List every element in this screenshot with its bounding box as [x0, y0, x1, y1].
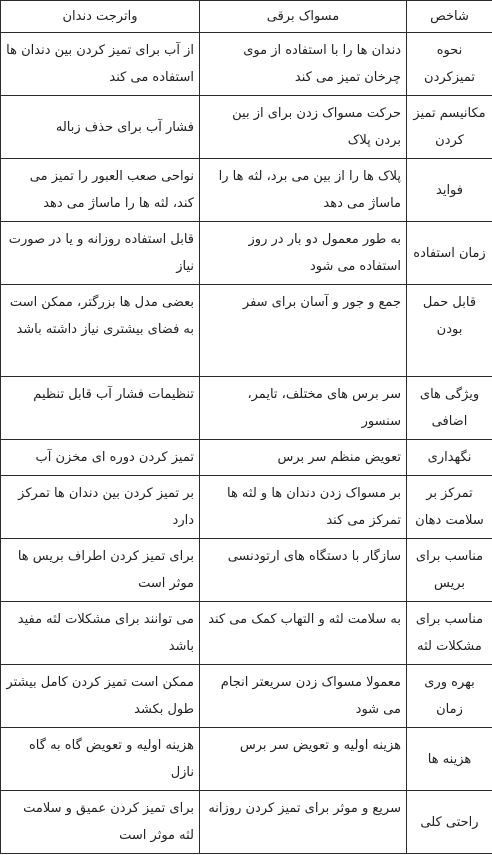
table-row — [1, 33, 492, 96]
electric-cell: سازگار با دستگاه های ارتودنسی — [200, 539, 407, 602]
waterjet-cell: ممکن است تمیز کردن کامل بیشتر طول بکشد — [1, 665, 200, 728]
electric-cell: به سلامت لثه و التهاب کمک می کند — [200, 602, 407, 665]
electric-cell: حرکت مسواک زدن برای از بین بردن پلاک — [200, 96, 407, 159]
waterjet-cell: تنظیمات فشار آب قابل تنظیم — [1, 377, 200, 440]
criterion-cell: بهره وری زمان — [407, 665, 492, 728]
electric-cell: دندان ها را با استفاده از موی چرخان تمیز می کند — [200, 33, 407, 96]
criterion-cell: مناسب برای بریس — [407, 539, 492, 602]
waterjet-cell: قابل استفاده روزانه و یا در صورت نیاز — [1, 222, 200, 285]
waterjet-cell: برای تمیز کردن اطراف بریس ها موثر است — [1, 539, 200, 602]
waterjet-cell: هزینه اولیه و تعویض گاه به گاه نازل — [1, 728, 200, 791]
table-row — [1, 96, 492, 159]
table-row — [1, 476, 492, 539]
criterion-cell: نگهداری — [407, 440, 492, 476]
header-water-flosser: واترجت دندان — [1, 1, 200, 33]
table-row — [1, 602, 492, 665]
criterion-cell: قابل حمل بودن — [407, 285, 492, 377]
criterion-cell: نحوه تمیزکردن — [407, 33, 492, 96]
waterjet-cell: نواحی صعب العبور را تمیز می کند، لثه ها را ماساژ می دهد — [1, 159, 200, 222]
waterjet-cell: بر تمیز کردن بین دندان ها تمرکز دارد — [1, 476, 200, 539]
table-row — [1, 440, 492, 476]
electric-cell: بر مسواک زدن دندان ها و لثه ها تمرکز می کند — [200, 476, 407, 539]
electric-cell: سریع و موثر برای تمیز کردن روزانه — [200, 791, 407, 854]
electric-cell: سر برس های مختلف، تایمر، سنسور — [200, 377, 407, 440]
electric-cell: تعویض منظم سر برس — [200, 440, 407, 476]
header-row — [1, 1, 492, 33]
criterion-cell: مناسب برای مشکلات لثه — [407, 602, 492, 665]
criterion-cell: مکانیسم تمیز کردن — [407, 96, 492, 159]
waterjet-cell: فشار آب برای حذف زباله — [1, 96, 200, 159]
waterjet-cell: تمیز کردن دوره ای مخزن آب — [1, 440, 200, 476]
waterjet-cell: از آب برای تمیز کردن بین دندان ها استفاده می کند — [1, 33, 200, 96]
criterion-cell: هزینه ها — [407, 728, 492, 791]
waterjet-cell: بعضی مدل ها بزرگتر، ممکن است به فضای بیشتری نیاز داشته باشد — [1, 285, 200, 377]
criterion-cell: زمان استفاده — [407, 222, 492, 285]
electric-cell: به طور معمول دو بار در روز استفاده می شود — [200, 222, 407, 285]
table-row — [1, 222, 492, 285]
criterion-cell: راحتی کلی — [407, 791, 492, 854]
electric-cell: هزینه اولیه و تعویض سر برس — [200, 728, 407, 791]
criterion-cell: فواید — [407, 159, 492, 222]
electric-cell: پلاک ها را از بین می برد، لثه ها را ماساژ می دهد — [200, 159, 407, 222]
waterjet-cell: برای تمیز کردن عمیق و سلامت لثه موثر است — [1, 791, 200, 854]
header-criterion: شاخص — [407, 1, 492, 33]
criterion-cell: تمرکز بر سلامت دهان — [407, 476, 492, 539]
table-row — [1, 791, 492, 854]
table-row — [1, 728, 492, 791]
criterion-cell: ویژگی های اضافی — [407, 377, 492, 440]
table-row — [1, 159, 492, 222]
waterjet-cell: می توانند برای مشکلات لثه مفید باشد — [1, 602, 200, 665]
electric-cell: معمولا مسواک زدن سریعتر انجام می شود — [200, 665, 407, 728]
electric-cell: جمع و جور و آسان برای سفر — [200, 285, 407, 377]
table-row — [1, 377, 492, 440]
table-row — [1, 285, 492, 377]
table-row — [1, 539, 492, 602]
table-row — [1, 665, 492, 728]
header-electric-toothbrush: مسواک برقی — [200, 1, 407, 33]
